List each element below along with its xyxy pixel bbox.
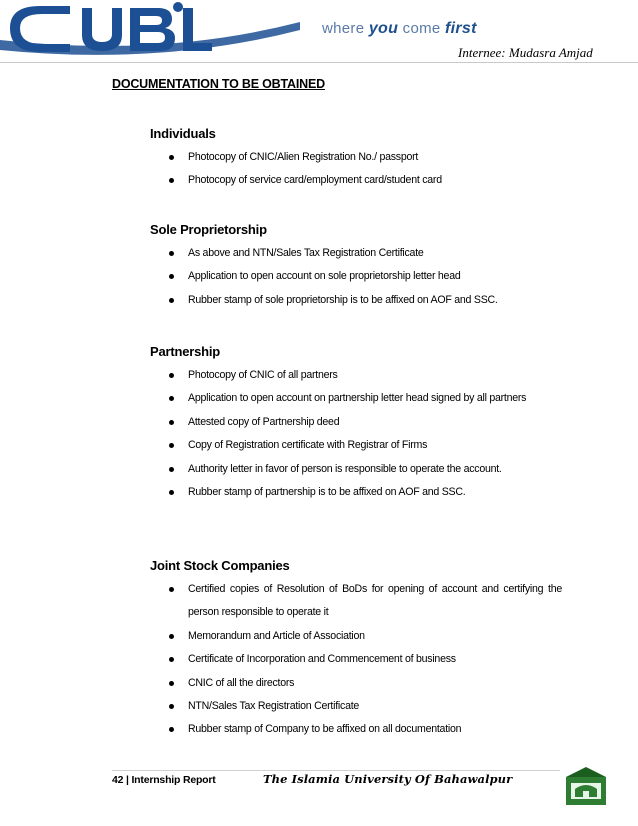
- bullet-icon: [169, 681, 174, 686]
- list-item: Memorandum and Article of Association: [150, 625, 562, 648]
- tagline-you: you: [368, 20, 399, 37]
- bullet-icon: [169, 420, 174, 425]
- list-item: Authority letter in favor of person is responsible to operate the account.: [150, 458, 562, 481]
- list-item: Certified copies of Resolution of BoDs for opening of account and certifying the person responsible to operate it: [150, 578, 562, 625]
- list-item: Photocopy of CNIC/Alien Registration No./ passport: [150, 146, 562, 169]
- list-item: Certificate of Incorporation and Commencement of business: [150, 648, 562, 671]
- list-item: Application to open account on partnership letter head signed by all partners: [150, 387, 562, 410]
- list-item: Rubber stamp of Company to be affixed on all documentation: [150, 718, 562, 741]
- page-title: DOCUMENTATION TO BE OBTAINED: [112, 77, 325, 91]
- list-item: Rubber stamp of partnership is to be affixed on AOF and SSC.: [150, 481, 562, 504]
- bullet-icon: [169, 704, 174, 709]
- requirement-list: [150, 578, 570, 742]
- bank-tagline: [322, 20, 477, 38]
- bullet-icon: [169, 727, 174, 732]
- section-individuals: [150, 126, 570, 193]
- bullet-icon: [169, 467, 174, 472]
- list-item: Copy of Registration certificate with Registrar of Firms: [150, 434, 562, 457]
- list-item: Attested copy of Partnership deed: [150, 411, 562, 434]
- bullet-icon: [169, 490, 174, 495]
- bullet-icon: [169, 373, 174, 378]
- section-sole-proprietorship: [150, 222, 570, 312]
- footer-divider: [112, 770, 560, 771]
- section-heading: Sole Proprietorship: [150, 222, 267, 237]
- report-label: Internship Report: [131, 774, 216, 786]
- requirement-list: [150, 146, 570, 193]
- tagline-come: come: [398, 20, 446, 37]
- bullet-icon: [169, 298, 174, 303]
- bullet-icon: [169, 396, 174, 401]
- intern-name: Internee: Mudasra Amjad: [458, 45, 593, 60]
- section-partnership: [150, 344, 570, 504]
- list-item: NTN/Sales Tax Registration Certificate: [150, 695, 562, 718]
- page-footer-label: [112, 774, 216, 786]
- requirement-list: [150, 364, 570, 504]
- section-heading: Joint Stock Companies: [150, 558, 290, 573]
- page-number: 42: [112, 774, 124, 786]
- list-item: Rubber stamp of sole proprietorship is to be affixed on AOF and SSC.: [150, 289, 562, 312]
- bullet-icon: [169, 657, 174, 662]
- bullet-icon: [169, 274, 174, 279]
- header-divider: [0, 62, 638, 63]
- list-item: CNIC of all the directors: [150, 672, 562, 695]
- bullet-icon: [169, 251, 174, 256]
- bullet-icon: [169, 443, 174, 448]
- page-header: [0, 0, 638, 70]
- university-crest-icon: [563, 765, 609, 807]
- list-item: Photocopy of CNIC of all partners: [150, 364, 562, 387]
- bullet-icon: [169, 587, 174, 592]
- list-item: Application to open account on sole proprietorship letter head: [150, 265, 562, 288]
- section-heading: Partnership: [150, 344, 221, 359]
- section-joint-stock-companies: [150, 558, 570, 742]
- tagline-where: where: [322, 20, 369, 37]
- list-item: Photocopy of service card/employment card/student card: [150, 169, 562, 192]
- section-heading: Individuals: [150, 126, 216, 141]
- bullet-icon: [169, 155, 174, 160]
- bullet-icon: [169, 634, 174, 639]
- tagline-first: first: [445, 20, 477, 37]
- list-item: As above and NTN/Sales Tax Registration Certificate: [150, 242, 562, 265]
- bullet-icon: [169, 178, 174, 183]
- footer-separator: |: [123, 774, 132, 786]
- university-name: The Islamia University Of Bahawalpur: [263, 772, 513, 786]
- requirement-list: [150, 242, 570, 312]
- ubl-logo: [0, 0, 300, 62]
